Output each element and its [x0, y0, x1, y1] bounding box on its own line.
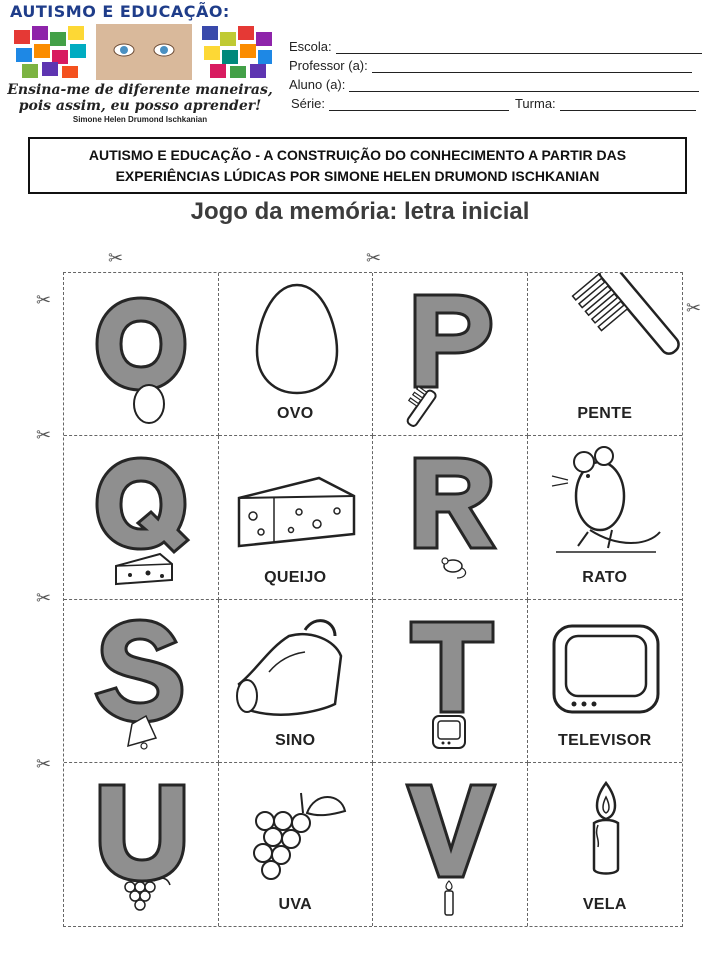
card-t-art	[373, 600, 528, 763]
grapes-icon	[254, 793, 345, 879]
card-o-art	[64, 273, 219, 436]
school-line[interactable]	[336, 42, 702, 54]
card-v-art	[373, 763, 528, 926]
egg-icon	[134, 385, 164, 423]
teacher-line[interactable]	[372, 61, 692, 73]
card-word: PENTE	[577, 405, 633, 423]
scissors-icon: ✂	[108, 248, 124, 269]
school-field[interactable]	[289, 38, 702, 54]
class-line[interactable]	[560, 99, 696, 111]
mouse-icon	[442, 558, 466, 578]
student-line[interactable]	[349, 80, 699, 92]
card-word: TELEVISOR	[558, 731, 652, 749]
teacher-field[interactable]	[289, 57, 692, 73]
card-letter-v[interactable]	[373, 763, 528, 926]
egg-icon	[257, 285, 337, 393]
grade-line[interactable]	[329, 99, 509, 111]
card-word-uva[interactable]	[219, 763, 374, 926]
class-label: Turma:	[514, 96, 556, 111]
television-icon	[433, 716, 465, 748]
scissors-icon: ✂	[366, 248, 382, 269]
student-field[interactable]	[289, 76, 699, 92]
card-letter-s[interactable]	[64, 600, 219, 763]
scissors-icon: ✂	[36, 290, 52, 311]
title-box	[28, 137, 687, 194]
candle-icon	[445, 881, 453, 915]
mouse-icon	[552, 447, 660, 552]
candle-icon	[594, 783, 618, 874]
card-letter-o[interactable]	[64, 273, 219, 436]
school-label: Escola:	[289, 39, 332, 54]
logo	[4, 2, 284, 130]
card-letter-t[interactable]	[373, 600, 528, 763]
card-letter-u[interactable]	[64, 763, 219, 926]
logo-author: Simone Helen Drumond Ischkanian	[72, 115, 208, 124]
card-word-ovo[interactable]	[219, 273, 374, 436]
card-word-sino[interactable]	[219, 600, 374, 763]
card-letter-r[interactable]	[373, 436, 528, 599]
letter-s-glyph	[96, 620, 182, 722]
card-word: VELA	[582, 896, 627, 913]
logo-slogan	[4, 82, 276, 114]
cheese-icon	[239, 478, 354, 546]
game-title: Jogo da memória: letra inicial	[190, 198, 530, 225]
card-word: OVO	[277, 405, 314, 423]
card-r-art	[373, 436, 528, 599]
bell-icon	[237, 620, 341, 714]
logo-title: AUTISMO E EDUCAÇÃO:	[10, 2, 230, 21]
letter-t-glyph	[411, 622, 493, 712]
letter-o-glyph	[97, 298, 185, 390]
teacher-label: Professor (a):	[289, 58, 368, 73]
card-word-queijo[interactable]	[219, 436, 374, 599]
letter-r-glyph	[415, 458, 495, 548]
card-s-art	[64, 600, 219, 763]
scissors-icon: ✂	[36, 425, 52, 446]
puzzle-pieces-icon	[14, 24, 274, 80]
grade-class-field	[291, 95, 696, 111]
card-word: UVA	[278, 896, 312, 913]
card-word-pente[interactable]	[528, 273, 683, 436]
memory-card-grid	[63, 272, 683, 927]
card-p-art	[373, 273, 528, 436]
card-word: RATO	[582, 568, 628, 586]
card-q-art	[64, 436, 219, 599]
logo-slogan-line2: pois assim, eu posso aprender!	[18, 98, 262, 114]
student-label: Aluno (a):	[289, 77, 346, 92]
card-letter-p[interactable]	[373, 273, 528, 436]
title-line2: EXPERIÊNCIAS LÚDICAS POR SIMONE HELEN DRUMOND ISCHKANIAN	[115, 167, 600, 184]
title-line1: AUTISMO E EDUCAÇÃO - A CONSTRUIÇÃO DO CONHECIMENTO A PARTIR DAS	[88, 146, 627, 163]
grade-label: Série:	[291, 96, 325, 111]
card-u-art	[64, 763, 219, 926]
card-word-vela[interactable]	[528, 763, 683, 926]
cheese-icon	[116, 554, 172, 584]
logo-slogan-line1: Ensina-me de diferente maneiras,	[7, 82, 273, 98]
letter-p-glyph	[415, 295, 491, 387]
card-letter-q[interactable]	[64, 436, 219, 599]
scissors-icon: ✂	[36, 754, 52, 775]
scissors-icon: ✂	[36, 588, 52, 609]
card-word: SINO	[275, 731, 316, 749]
television-icon	[554, 626, 658, 712]
card-word-rato[interactable]	[528, 436, 683, 599]
grapes-icon	[125, 878, 170, 910]
scissors-icon: ✂	[686, 298, 702, 319]
card-word-televisor[interactable]	[528, 600, 683, 763]
letter-v-glyph	[407, 785, 495, 877]
comb-icon	[398, 383, 437, 427]
letter-u-glyph	[100, 785, 184, 881]
letter-q-glyph	[97, 458, 188, 552]
comb-icon	[570, 273, 682, 379]
card-word: QUEIJO	[264, 568, 327, 586]
